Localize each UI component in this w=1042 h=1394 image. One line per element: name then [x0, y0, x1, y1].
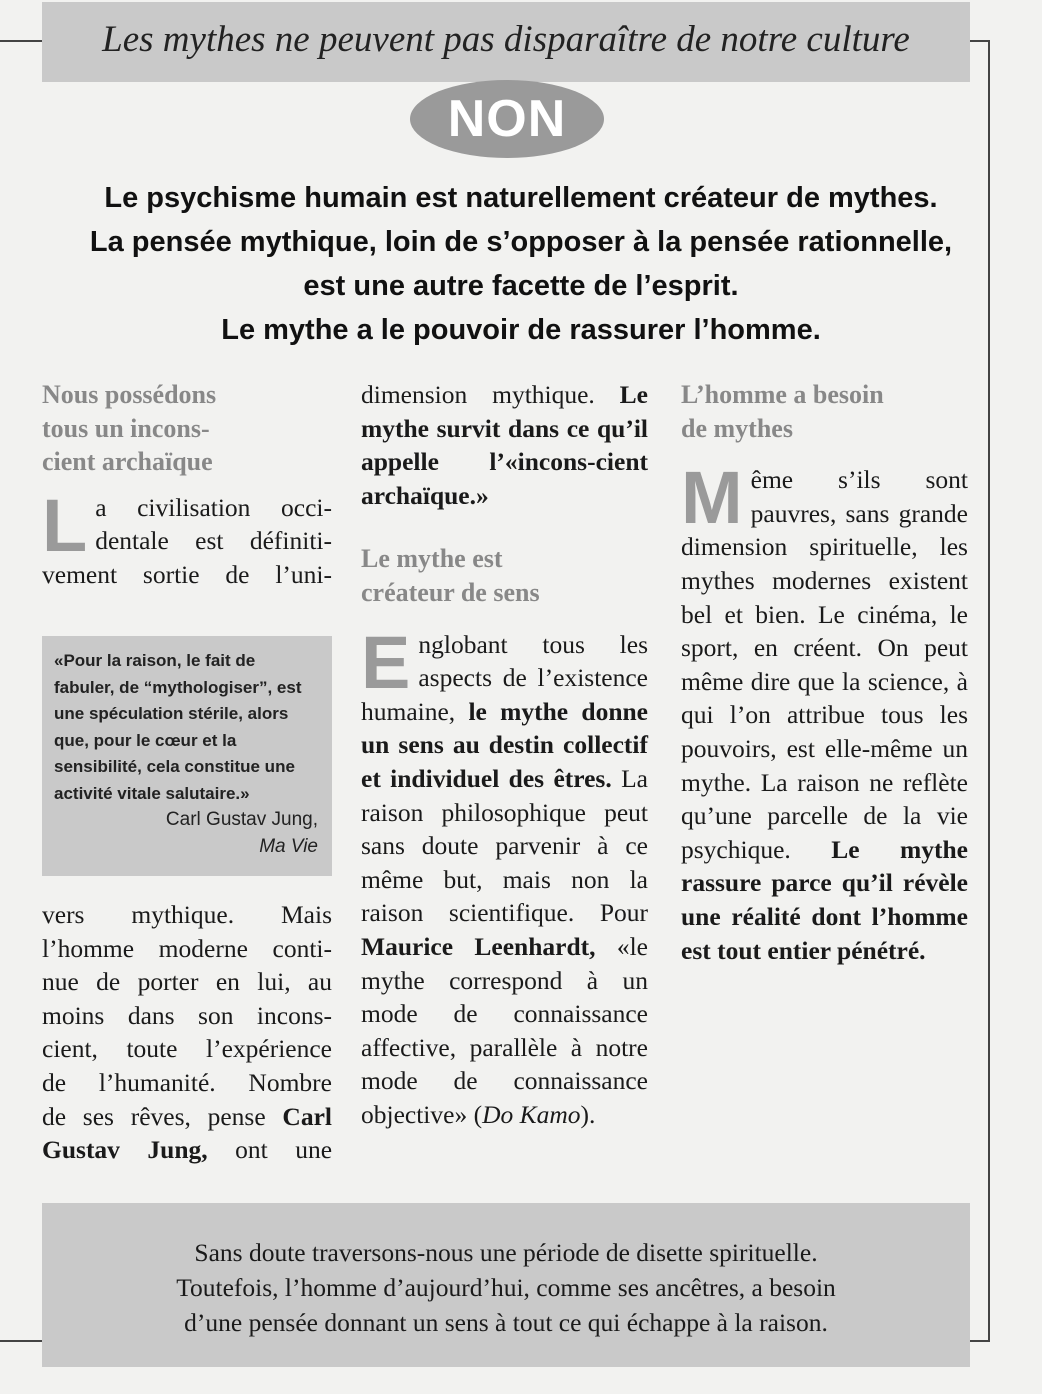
lead-text	[30, 176, 1012, 352]
text-bold: Le mythe survit dans ce qu’il appelle l’«incons-cient archaïque.»	[361, 380, 648, 510]
heading-line: cient archaïque	[42, 447, 213, 477]
text-line	[42, 1100, 332, 1134]
conclusion-text	[42, 1235, 970, 1340]
author-name: Maurice Leenhardt,	[361, 931, 596, 961]
heading-line: de mythes	[681, 413, 793, 443]
column-3	[681, 378, 968, 967]
frame-line-bottom-right	[970, 1340, 990, 1342]
lead-line: Le mythe a le pouvoir de rassurer l’homme.	[221, 314, 821, 346]
heading-line: L’homme a besoin	[681, 380, 884, 409]
text-line	[42, 1133, 332, 1167]
text-run: «le mythe correspond à un mode de connaissance affective, parallèle à notre mode de connaissance objective» (	[361, 931, 648, 1129]
heading-line: Nous possédons	[42, 380, 217, 409]
drop-cap: L	[42, 483, 88, 567]
conclusion-band	[42, 1203, 970, 1367]
quote-text: «Pour la raison, le fait de fabuler, de “mythologiser”, est une spéculation stérile, alors que, pour le cœur et la sensibilité, cela constitue une activité vitale salutaire.»	[54, 651, 302, 803]
text-line: l’homme moderne conti-	[42, 933, 332, 963]
text-line: vement sortie de l’uni-	[42, 559, 332, 589]
author-name: Carl	[282, 1101, 332, 1131]
column-2	[361, 378, 648, 1131]
text-line: vers mythique. Mais	[42, 900, 332, 929]
column-3-body	[681, 456, 968, 967]
column-3-heading	[681, 378, 968, 445]
conclusion-line: Toutefois, l’homme d’aujourd’hui, comme ses ancêtres, a besoin	[176, 1273, 836, 1302]
column-1-body	[42, 898, 332, 1167]
book-title: Do Kamo	[482, 1099, 581, 1129]
header-band	[42, 2, 970, 82]
text-line: dentale est définiti-	[95, 526, 332, 556]
conclusion-line: Sans doute traversons-nous une période de disette spirituelle.	[194, 1238, 818, 1267]
text-line: nue de porter en lui, au	[42, 967, 332, 997]
column-1	[42, 378, 332, 592]
column-1-heading	[42, 378, 332, 479]
text-run: ême s’ils sont pauvres, sans grande dimension spirituelle, les mythes modernes existent bel et bien. Le cinéma, le sport, en créent. On peut même dire que la science, à qui l’on attribue tous les pouvoirs, est elle-même un mythe. La raison ne reflète qu’une parcelle de la vie psychique.	[681, 465, 968, 864]
conclusion-line: d’une pensée donnant un sens à tout ce qui échappe à la raison.	[184, 1308, 828, 1337]
author-name: Gustav Jung,	[42, 1135, 208, 1165]
text-run: nglobant tous les aspects de l’existence humaine,	[361, 629, 648, 726]
column-2-body	[361, 620, 648, 1132]
column-2-intro	[361, 378, 648, 512]
text-line: cient, toute l’expérience	[42, 1034, 332, 1064]
column-2-heading	[361, 542, 648, 609]
text-bold: le mythe donne un sens au destin collectif et individuel des êtres.	[361, 696, 648, 793]
drop-cap: M	[681, 456, 743, 540]
lead-line: La pensée mythique, loin de s’opposer à la pensée rationnelle,	[89, 226, 953, 258]
frame-line-top-left	[0, 40, 42, 42]
drop-cap: E	[361, 620, 411, 704]
quote-author: Carl Gustav Jung,	[165, 809, 318, 830]
quote-book: Ma Vie	[259, 835, 318, 857]
text-bold: Le mythe rassure parce qu’il révèle une réalité dont l’homme est tout entier pénétré.	[681, 834, 968, 965]
text-run: de ses rêves, pense	[42, 1101, 283, 1131]
heading-line: Le mythe est	[361, 544, 503, 574]
column-1-intro	[42, 483, 332, 592]
lead-line: est une autre facette de l’esprit.	[303, 270, 739, 302]
heading-line: tous un incons-	[42, 413, 210, 443]
quote-box	[42, 636, 332, 876]
text-run: La raison philosophique peut sans doute parvenir à ce même but, mais non la raison scientifique. Pour	[361, 763, 648, 928]
text-run: ont une	[207, 1135, 333, 1165]
text-line: moins dans son incons-	[42, 1000, 332, 1030]
heading-line: créateur de sens	[361, 577, 540, 607]
text-run: ).	[580, 1099, 596, 1129]
frame-line-bottom-left	[0, 1340, 42, 1342]
lead-line: Le psychisme humain est naturellement créateur de mythes.	[104, 182, 938, 214]
text-line: a civilisation occi-	[95, 492, 332, 522]
non-badge: NON	[410, 80, 604, 158]
page-title: Les mythes ne peuvent pas disparaître de notre culture	[102, 19, 910, 60]
text-run: dimension mythique.	[361, 380, 620, 409]
frame-line-top-right	[970, 40, 990, 42]
text-line: de l’humanité. Nombre	[42, 1067, 332, 1097]
